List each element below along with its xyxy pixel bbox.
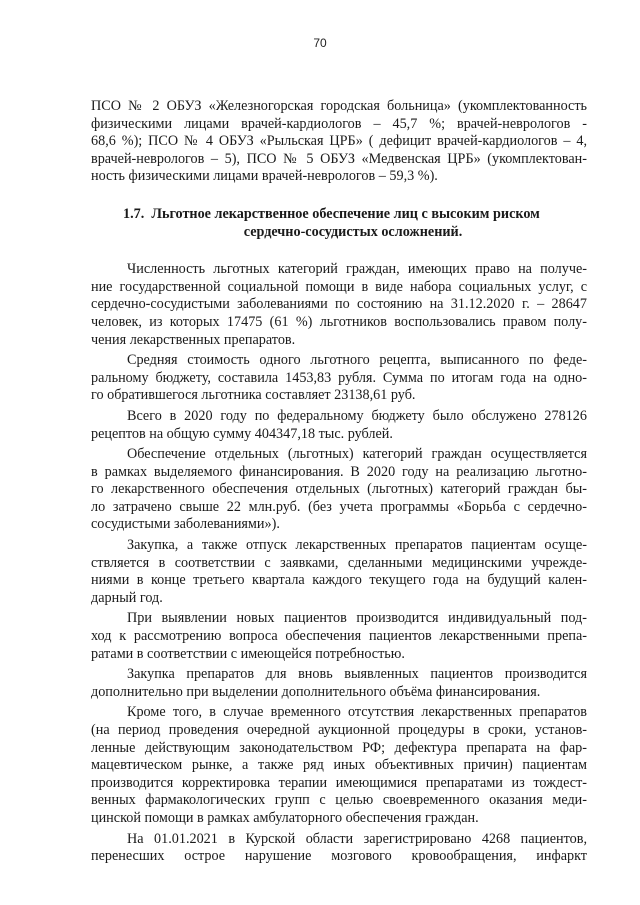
text-line: физическими лицами врачей-кардиологов – 45,7 %; врачей-неврологов - (91, 115, 587, 132)
text-line: дополнительно при выделении дополнительного объёма финансирования. (91, 683, 541, 700)
text-line: дарный год. (91, 589, 163, 606)
text-line: человек, из которых 17475 (61 %) льготников воспользовались правом полу- (91, 313, 587, 330)
text-line: Численность льготных категорий граждан, имеющих право на получе- (127, 261, 587, 278)
text-line: Кроме того, в случае временного отсутствия лекарственных препаратов (127, 704, 587, 721)
text-line: ние государственной социальной помощи в виде набора социальных услуг, с (91, 278, 587, 295)
text-line: ность физическими лицами врачей-неврологов – 59,3 %). (91, 168, 438, 185)
paragraph-total-recipes (91, 408, 587, 443)
text-line: го обратившегося льготника составляет 23138,61 руб. (91, 387, 416, 404)
paragraph-registered-patients (91, 831, 587, 866)
text-line: При выявлении новых пациентов производится индивидуальный под- (127, 610, 587, 627)
paragraph-financing (91, 446, 587, 534)
text-line: ральному бюджету, составила 1453,83 рубля. Сумма по итогам года на одно- (91, 369, 587, 386)
text-line: го лекарственного обеспечения отдельных (льготных) категорий граждан бы- (91, 481, 587, 498)
section-title-line-2: сердечно-сосудистых осложнений. (243, 223, 463, 240)
section-title-line-1: Льготное лекарственное обеспечение лиц с высоким риском (151, 205, 540, 222)
text-line: ленные действующим законодательством РФ; дефектура препарата на фар- (91, 739, 587, 756)
document-body (91, 98, 587, 866)
text-line: ло затрачено свыше 22 млн.руб. (без учета программы «Борьба с сердечно- (91, 498, 587, 515)
section-heading (91, 206, 587, 241)
page-number: 70 (313, 36, 327, 50)
paragraph-additional-procurement (91, 666, 587, 701)
text-line: чения лекарственных препаратов. (91, 331, 296, 348)
text-line: Всего в 2020 году по федеральному бюджету было обслужено 278126 (127, 407, 587, 424)
text-line: Закупка препаратов для вновь выявленных пациентов производится (127, 666, 587, 683)
text-line: перенесших острое нарушение мозгового кровообращения, инфаркт (91, 848, 587, 865)
text-line: ствляется в соответствии с заявками, сделанными медицинскими учрежде- (91, 554, 587, 571)
paragraph-beneficiaries (91, 261, 587, 349)
paragraph-procurement (91, 537, 587, 607)
text-line: сердечно-сосудистыми заболеваниями по состоянию на 31.12.2020 г. – 28647 (91, 296, 587, 313)
text-line: венных фармакологических групп с целью своевременного оказания меди- (91, 792, 587, 809)
text-line: (на период проведения очередной аукционной процедуры в сроки, установ- (91, 722, 587, 738)
text-line: врачей-неврологов – 5), ПСО № 5 ОБУЗ «Медвенская ЦРБ» (укомплектован- (91, 150, 587, 167)
section-number: 1.7. (123, 205, 145, 222)
text-line: Средняя стоимость одного льготного рецепта, выписанного по феде- (127, 352, 587, 369)
text-line: ПСО № 2 ОБУЗ «Железногорская городская больница» (укомплектованность (91, 98, 587, 114)
text-line: цинской помощи в рамках амбулаторного обеспечения граждан. (91, 809, 479, 826)
text-line: 68,6 %); ПСО № 4 ОБУЗ «Рыльская ЦРБ» ( дефицит врачей-кардиологов – 4, (91, 133, 587, 150)
text-line: производится корректировка терапии имеющимися препаратами из тождест- (91, 774, 587, 791)
paragraph-new-patients (91, 610, 587, 663)
text-line: Закупка, а также отпуск лекарственных препаратов пациентам осуще- (127, 537, 587, 554)
intro-paragraph (91, 98, 587, 186)
text-line: мацевтическом рынке, а также ряд иных объективных причин) пациентам (91, 757, 587, 774)
text-line: рецептов на общую сумму 404347,18 тыс. рублей. (91, 425, 393, 442)
text-line: ход к рассмотрению вопроса обеспечения пациентов лекарственными препа- (91, 628, 587, 645)
text-line: На 01.01.2021 в Курской области зарегистрировано 4268 пациентов, (127, 830, 587, 847)
text-line: сосудистыми заболеваниями»). (91, 516, 280, 533)
text-line: ратами в соответствии с имеющейся потребностью. (91, 645, 405, 662)
text-line: в рамках выделяемого финансирования. В 2020 году на реализацию льготно- (91, 463, 587, 480)
paragraph-average-cost (91, 352, 587, 405)
paragraph-therapy-adjustment (91, 704, 587, 827)
text-line: ниями в конце третьего квартала каждого текущего года на будущий кален- (91, 572, 587, 589)
text-line: Обеспечение отдельных (льготных) категорий граждан осуществляется (127, 446, 587, 463)
